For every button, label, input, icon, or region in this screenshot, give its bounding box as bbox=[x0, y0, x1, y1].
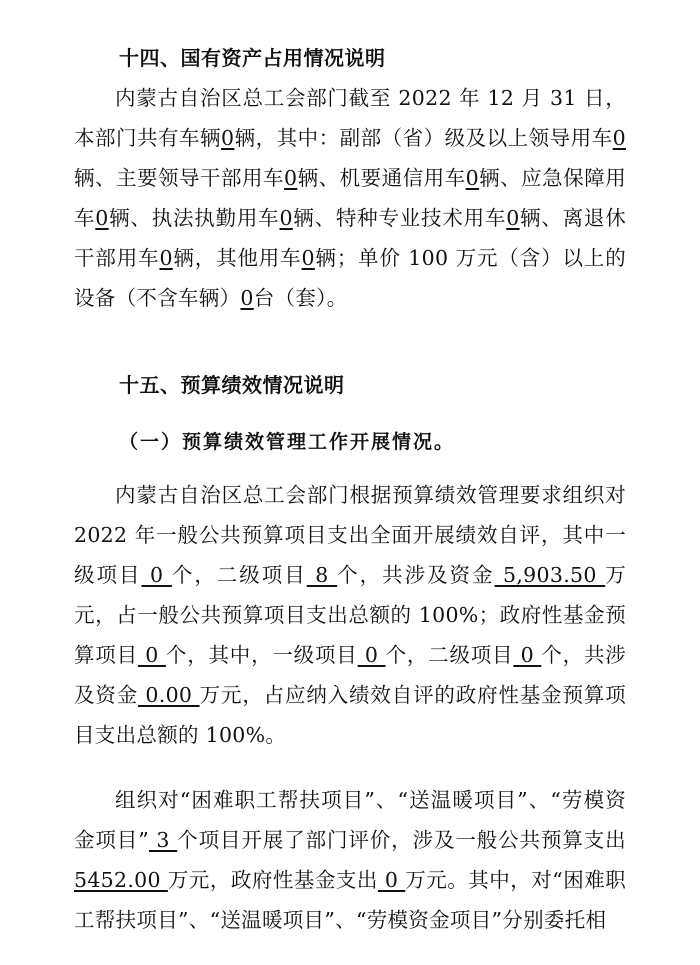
section-14-heading: 十四、国有资产占用情况说明 bbox=[119, 46, 386, 70]
funds-value: 5,903.50 bbox=[494, 563, 606, 587]
section-15-heading: 十五、预算绩效情况说明 bbox=[119, 373, 345, 397]
performance-paragraph bbox=[74, 475, 626, 755]
public-budget-expense-value: 5452.00 bbox=[74, 868, 168, 892]
text-run: 内蒙古自治区总工会部门截至 2022 年 12 月 31 日，本部门共有车辆 bbox=[74, 86, 626, 150]
evaluated-projects-value: 3 bbox=[148, 828, 178, 852]
text-run: 个，二级项目 bbox=[385, 643, 514, 667]
equipment-count-value: 0 bbox=[240, 286, 254, 310]
fund-level2-value: 0 bbox=[513, 643, 542, 667]
level1-projects-value: 0 bbox=[141, 563, 172, 587]
text-run: 辆；单价 100 万元（含）以上的设备（不含车辆） bbox=[74, 246, 626, 310]
other-vehicles-value: 0 bbox=[301, 246, 315, 270]
retired-cadre-vehicles-value: 0 bbox=[159, 246, 173, 270]
text-run: 辆、应急保障用车 bbox=[74, 166, 626, 230]
text-run: 辆、特种专业技术用车 bbox=[292, 206, 507, 230]
text-run: 个项目开展了部门评价，涉及一般公共预算支出 bbox=[177, 828, 626, 852]
text-run: 万元，占一般公共预算项目支出总额的 100%；政府性基金预算项目 bbox=[74, 563, 627, 667]
fund-level1-value: 0 bbox=[357, 643, 386, 667]
emergency-vehicles-value: 0 bbox=[95, 206, 109, 230]
text-run: 个，共涉及资金 bbox=[337, 563, 495, 587]
fund-amount-value: 0.00 bbox=[138, 683, 200, 707]
text-run: 辆，其中：副部（省）级及以上领导用车 bbox=[234, 126, 613, 150]
text-run: 辆，其他用车 bbox=[172, 246, 302, 270]
text-run: 个，其中，一级项目 bbox=[165, 643, 358, 667]
vice-minister-vehicles-value: 0 bbox=[612, 126, 626, 150]
text-run: 辆、主要领导干部用车 bbox=[74, 166, 285, 190]
text-run: 内蒙古自治区总工会部门根据预算绩效管理要求组织对 2022 年一般公共预算项目支出全面开展绩效自评，其中一级项目 bbox=[74, 483, 626, 587]
level2-projects-value: 8 bbox=[306, 563, 338, 587]
text-run: 个，二级项目 bbox=[171, 563, 307, 587]
special-tech-vehicles-value: 0 bbox=[506, 206, 520, 230]
text-run: 个，共涉及资金 bbox=[74, 643, 627, 707]
confidential-comm-vehicles-value: 0 bbox=[465, 166, 479, 190]
leader-vehicles-value: 0 bbox=[284, 166, 298, 190]
total-vehicles-value: 0 bbox=[221, 126, 235, 150]
law-enforcement-vehicles-value: 0 bbox=[279, 206, 293, 230]
evaluation-paragraph bbox=[74, 780, 626, 940]
fund-projects-value: 0 bbox=[137, 643, 166, 667]
text-run: 万元。其中，对“困难职工帮扶项目”、“送温暖项目”、“劳模资金项目”分别委托相 bbox=[74, 868, 626, 932]
assets-paragraph bbox=[74, 78, 626, 318]
gov-fund-expense-value: 0 bbox=[377, 868, 406, 892]
subsection-1-heading: （一）预算绩效管理工作开展情况。 bbox=[119, 431, 456, 453]
text-run: 台（套）。 bbox=[253, 286, 348, 310]
text-run: 辆、机要通信用车 bbox=[297, 166, 466, 190]
text-run: 辆、离退休干部用车 bbox=[74, 206, 627, 270]
text-run: 辆、执法执勤用车 bbox=[108, 206, 280, 230]
text-run: 万元，政府性基金支出 bbox=[167, 868, 378, 892]
text-run: 组织对“困难职工帮扶项目”、“送温暖项目”、“劳模资金项目” bbox=[74, 788, 626, 852]
text-run: 万元，占应纳入绩效自评的政府性基金预算项目支出总额的 100%。 bbox=[74, 683, 627, 747]
